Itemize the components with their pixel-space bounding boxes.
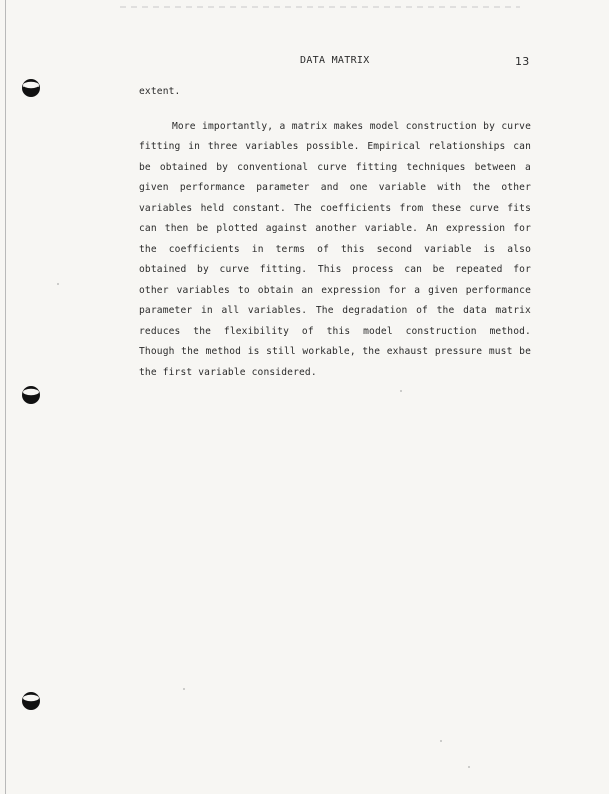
punch-hole-icon <box>20 690 42 712</box>
running-header <box>0 55 609 71</box>
text-line: parameter in all variables. The degradation of the data matrix <box>139 305 531 316</box>
text-line: can then be plotted against another variable. An expression for <box>139 223 531 234</box>
scan-speck <box>57 283 59 285</box>
header-title: DATA MATRIX <box>300 55 370 66</box>
text-line: fitting in three variables possible. Empirical relationships can <box>139 141 531 152</box>
scan-speck <box>183 688 185 690</box>
text-line: be obtained by conventional curve fitting techniques between a <box>139 161 531 173</box>
text-line: other variables to obtain an expression for a given performance <box>139 284 531 296</box>
text-line: More importantly, a matrix makes model construction by curve <box>172 120 531 132</box>
text-line: the coefficients in terms of this second variable is also <box>139 243 531 255</box>
body-text <box>139 82 531 383</box>
scan-artifact <box>120 6 520 8</box>
scan-speck <box>440 740 442 742</box>
text-line: Though the method is still workable, the exhaust pressure must be <box>139 346 531 357</box>
text-line: extent. <box>139 86 181 97</box>
text-line: given performance parameter and one variable with the other <box>139 182 531 193</box>
text-line: variables held constant. The coefficients from these curve fits <box>139 202 531 214</box>
text-line: obtained by curve fitting. This process can be repeated for <box>139 264 531 275</box>
text-line: the first variable considered. <box>139 366 317 378</box>
scan-speck <box>400 390 402 392</box>
paragraph-gap <box>139 103 531 117</box>
page-number: 13 <box>515 55 530 68</box>
punch-hole-icon <box>20 77 42 99</box>
scan-speck <box>468 766 470 768</box>
page-edge-rule <box>5 0 6 794</box>
punch-hole-icon <box>20 384 42 406</box>
text-line: reduces the flexibility of this model construction method. <box>139 325 531 337</box>
